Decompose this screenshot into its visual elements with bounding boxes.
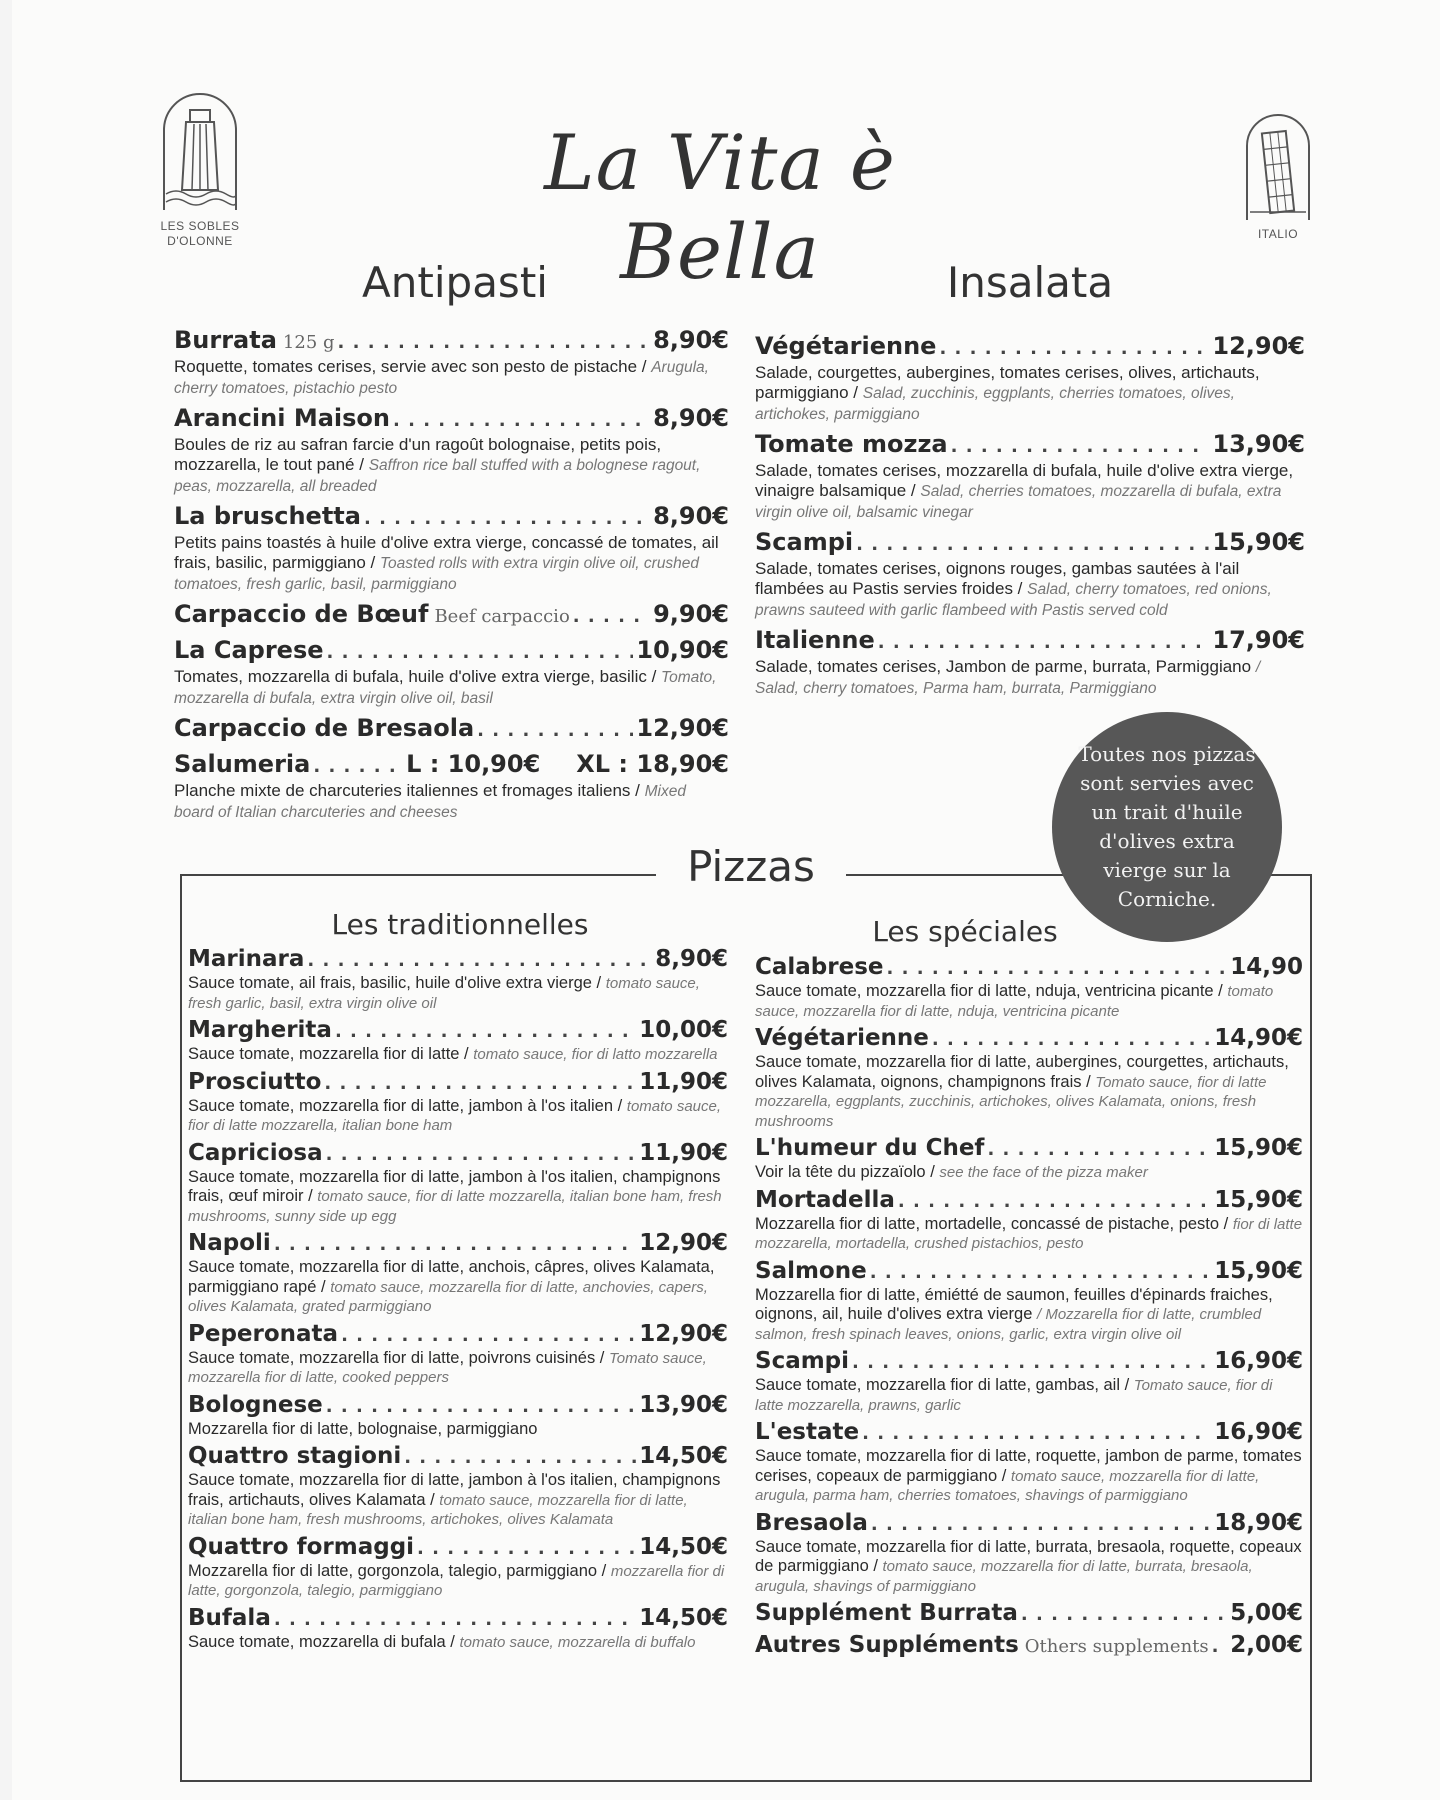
item-price: 5,00€ [1230, 1600, 1303, 1626]
item-price: 8,90€ [653, 326, 729, 354]
item-desc: Tomates, mozzarella di bufala, huile d'olive extra vierge, basilic / [174, 667, 657, 686]
item-desc: Sauce tomate, ail frais, basilic, huile d'olive extra vierge / [188, 974, 602, 992]
item-note: Others supplements [1024, 1636, 1209, 1657]
item-price: 15,90€ [1214, 1257, 1303, 1284]
item-desc-en: tomato sauce, mozzarella fior di latte, burrata, bresaola, arugula, shavings of parmiggiano [755, 1558, 1253, 1595]
dot-leader [878, 626, 1210, 657]
leaning-tower-icon [1244, 112, 1312, 222]
dot-leader [932, 1025, 1211, 1053]
item-desc: Sauce tomate, mozzarella di bufala / [188, 1632, 455, 1651]
item-name: Calabrese [755, 954, 884, 980]
item-price: 10,90€ [636, 636, 729, 664]
item-desc: Mozzarella fior di latte, bolognaise, parmiggiano [188, 1419, 538, 1438]
item-price: 8,90€ [653, 404, 729, 432]
item-price-xl: XL : 18,90€ [576, 750, 729, 778]
item-price: 8,90€ [653, 502, 729, 530]
insalata-list [755, 332, 1305, 704]
menu-item-mortadella [755, 1187, 1303, 1254]
item-price: 2,00€ [1230, 1632, 1303, 1658]
item-name: Salumeria [174, 750, 311, 778]
dot-leader [393, 404, 650, 435]
menu-item-margherita [188, 1017, 728, 1065]
item-desc: Mozzarella fior di latte, mortadelle, concassé de pistache, pesto / [755, 1214, 1229, 1233]
item-desc: Sauce tomate, mozzarella fior di latte, burrata, bresaola, roquette, copeaux de parmiggiano / [755, 1537, 1302, 1575]
item-price: 15,90€ [1212, 528, 1305, 556]
item-desc-en: Tomato, mozzarella di bufala, extra virgin olive oil, basil [174, 669, 717, 707]
item-desc-en: tomato sauce, mozzarella fior di latte, anchovies, capers, olives Kalamata, grated parmiggiano [188, 1278, 708, 1315]
item-price: 14,90€ [1214, 1025, 1303, 1051]
dot-leader [313, 750, 403, 781]
item-desc-en: mozzarella fior di latte, gorgonzola, talegio, parmiggiano [188, 1562, 725, 1599]
menu-item-salmone [755, 1258, 1303, 1345]
menu-item-carpaccio-de-bresaola [174, 714, 729, 745]
item-price: 14,90 [1230, 954, 1303, 980]
item-desc-en: tomato sauce, mozzarella fior di latte, italian bone ham, fresh mushrooms, artichokes, olives Kalamata [188, 1491, 688, 1528]
menu-item-prosciutto [188, 1069, 728, 1136]
menu-item-arancini-maison [174, 404, 729, 497]
dot-leader [326, 1392, 636, 1420]
item-note: Beef carpaccio [434, 606, 570, 627]
menu-item-bufala [188, 1605, 728, 1653]
menu-item-bresaola [755, 1510, 1303, 1597]
item-desc-en: Tomato sauce, fior di latte mozzarella, eggplants, zucchinis, artichokes, olives Kalamata, onions, fresh mushrooms [755, 1073, 1267, 1130]
menu-item-calabrese [755, 954, 1303, 1021]
item-name: Marinara [188, 946, 305, 972]
item-desc: Sauce tomate, mozzarella fior di latte, aubergines, courgettes, artichauts, olives Kalamata, oignons, champignons frais / [755, 1053, 1289, 1091]
item-desc: Planche mixte de charcuteries italiennes et fromages italiens / [174, 781, 640, 800]
item-desc-en: see the face of the pizza maker [939, 1164, 1148, 1181]
dot-leader [338, 326, 651, 357]
item-name: Italienne [755, 626, 875, 654]
item-name: Arancini Maison [174, 404, 390, 432]
item-desc: Sauce tomate, mozzarella fior di latte, nduja, ventricina picante / [755, 982, 1223, 1000]
menu-item-burrata [174, 326, 729, 399]
item-name: Scampi [755, 528, 854, 556]
item-desc: Salade, tomates cerises, Jambon de parme, burrata, Parmiggiano [755, 657, 1252, 676]
menu-item-carpaccio-de-b-uf [174, 600, 729, 631]
item-desc-en: / Mozzarella fior di latte, crumbled salmon, fresh spinach leaves, onions, garlic, extra virgin olive oil [755, 1306, 1262, 1343]
item-price: 13,90€ [1212, 430, 1305, 458]
logo-caption-line-1: LES SOBLES [160, 219, 240, 233]
item-desc: Sauce tomate, mozzarella fior di latte, jambon à l'os italien, champignons frais, artichauts, olives Kalamata / [188, 1471, 721, 1509]
item-price: 12,90€ [1212, 332, 1305, 360]
item-name: Peperonata [188, 1320, 339, 1347]
item-desc: Roquette, tomates cerises, servie avec son pesto de pistache / [174, 357, 647, 376]
traditionnelles-title: Les traditionnelles [331, 908, 589, 941]
dot-leader [341, 1321, 636, 1349]
restaurant-title: La Vita è Bella [544, 118, 896, 296]
pizzas-title: Pizzas [656, 842, 846, 891]
logo-les-sables [160, 90, 240, 249]
item-price: 14,50€ [639, 1604, 728, 1631]
item-price: 16,90€ [1214, 1348, 1303, 1374]
item-desc-en: Salad, cherries tomatoes, mozzarella di bufala, extra virgin olive oil, balsamic vinegar [755, 483, 1282, 521]
item-name: Bresaola [755, 1509, 868, 1536]
item-name: Salmone [755, 1257, 867, 1284]
item-name: Quattro stagioni [188, 1443, 402, 1469]
item-price: 11,90€ [639, 1068, 728, 1095]
item-price: 12,90€ [639, 1320, 728, 1347]
item-desc-en: tomato sauce, fior di latto mozzarella [473, 1046, 718, 1063]
dot-leader [856, 528, 1209, 559]
item-name: Tomate mozza [755, 430, 948, 458]
olive-oil-note-badge: Toutes nos pizzas sont servies avec un trait d'huile d'olives extra vierge sur la Corniche. [1052, 712, 1282, 942]
item-name: Autres Suppléments [755, 1632, 1019, 1658]
item-name: Végétarienne [755, 332, 937, 360]
item-name: L'humeur du Chef [755, 1135, 985, 1161]
item-desc: Sauce tomate, mozzarella fior di latte, jambon à l'os italien / [188, 1096, 623, 1115]
item-name: Capriciosa [188, 1139, 323, 1166]
menu-item-la-caprese [174, 636, 729, 709]
menu-item-vegetarienne [755, 1025, 1303, 1131]
item-price: 16,90€ [1214, 1419, 1303, 1445]
item-name: Prosciutto [188, 1068, 322, 1095]
item-price: 9,90€ [653, 600, 729, 628]
item-name: Mortadella [755, 1186, 895, 1213]
menu-item-napoli [188, 1230, 728, 1317]
item-desc-en: Arugula, cherry tomatoes, pistachio pesto [174, 359, 709, 397]
item-desc-en: Toasted rolls with extra virgin olive oil, crushed tomatoes, fresh garlic, basil, parmiggiano [174, 555, 700, 593]
item-note: 125 g [282, 332, 335, 353]
item-desc-en: tomato sauce, mozzarella fior di latte, arugula, parma ham, cherries tomatoes, shavings of parmiggiano [755, 1467, 1260, 1504]
item-desc: Voir la tête du pizzaïolo / [755, 1163, 935, 1181]
item-desc: Sauce tomate, mozzarella fior di latte, roquette, jambon de parme, tomates cerises, copeaux de parmiggiano / [755, 1447, 1302, 1485]
menu-item-la-bruschetta [174, 502, 729, 595]
item-name: Burrata [174, 326, 277, 354]
dot-leader [852, 1348, 1211, 1376]
menu-item-tomate-mozza [755, 430, 1305, 523]
menu-item-scampi [755, 1348, 1303, 1415]
item-name: Quattro formaggi [188, 1533, 415, 1560]
item-price: 13,90€ [639, 1391, 728, 1418]
menu-item-autres-supplements [755, 1632, 1303, 1660]
menu-item-capriciosa [188, 1140, 728, 1227]
dot-leader [951, 430, 1210, 461]
menu-item-quattro-stagioni [188, 1443, 728, 1530]
dot-leader [274, 1230, 636, 1258]
dot-leader [274, 1605, 636, 1633]
item-desc-en: fior di latte mozzarella, mortadella, crushed pistachios, pesto [755, 1215, 1303, 1252]
item-name: Supplément Burrata [755, 1600, 1018, 1626]
item-desc-en: Mixed board of Italian charcuteries and cheeses [174, 783, 686, 821]
menu-item-l-estate [755, 1419, 1303, 1506]
item-name: Carpaccio de Bresaola [174, 714, 475, 742]
menu-item-quattro-formaggi [188, 1534, 728, 1601]
item-desc-en: tomato sauce, fior di latte mozzarella, italian bone ham [188, 1097, 722, 1134]
item-desc-en: Tomato sauce, fior di latte mozzarella, prawns, garlic [755, 1377, 1273, 1414]
item-price: 14,50€ [639, 1443, 728, 1469]
menu-item-bolognese [188, 1392, 728, 1440]
item-desc: Sauce tomate, mozzarella fior di latte, anchois, câpres, olives Kalamata, parmiggiano rapé / [188, 1258, 715, 1296]
item-desc-en: Saffron rice ball stuffed with a bolognese ragout, peas, mozzarella, all breaded [174, 457, 701, 495]
dot-leader [898, 1187, 1211, 1215]
item-name: Végétarienne [755, 1025, 929, 1051]
item-name: La bruschetta [174, 502, 361, 530]
item-desc: Sauce tomate, mozzarella fior di latte, jambon à l'os italien, champignons frais, œuf miroir / [188, 1167, 721, 1205]
item-desc: Sauce tomate, mozzarella fior di latte, poivrons cuisinés / [188, 1348, 605, 1367]
item-price: 17,90€ [1212, 626, 1305, 654]
dot-leader [887, 954, 1228, 982]
item-price: 12,90€ [636, 714, 729, 742]
item-desc: Salade, tomates cerises, mozzarella di bufala, huile d'olive extra vierge, vinaigre balsamique / [755, 461, 1294, 500]
item-name: Bolognese [188, 1391, 323, 1418]
antipasti-title: Antipasti [362, 258, 548, 307]
item-desc-en: Tomato sauce, mozzarella fior di latte, cooked peppers [188, 1349, 707, 1386]
dot-leader [335, 1017, 636, 1045]
item-desc: Boules de riz au safran farcie d'un ragoût bolognaise, petits pois, mozzarella, le tout pané / [174, 435, 662, 474]
item-desc-en: Salad, cherry tomatoes, red onions, prawns sauteed with garlic flambeed with Pastis served cold [755, 581, 1272, 619]
item-desc-en: tomato sauce, mozzarella fior di latte, nduja, ventricina picante [755, 983, 1274, 1020]
dot-leader [987, 1135, 1211, 1163]
dot-leader [417, 1534, 636, 1562]
menu-item-supplement-burrata [755, 1600, 1303, 1628]
traditionnelles-list [188, 946, 728, 1656]
item-desc: Mozzarella fior di latte, émiétté de saumon, feuilles d'épinards fraiches, oignons, ail, huile d'olives extra vierge [755, 1285, 1273, 1323]
item-name: L'estate [755, 1419, 860, 1445]
dot-leader [477, 714, 633, 745]
dot-leader [307, 946, 652, 974]
item-name: Scampi [755, 1348, 850, 1374]
item-price: 14,50€ [639, 1533, 728, 1560]
dot-leader [404, 1443, 636, 1471]
menu-item-vegetarienne [755, 332, 1305, 425]
dot-leader [327, 636, 634, 667]
item-desc-en: tomato sauce, fresh garlic, basil, extra virgin olive oil [188, 975, 700, 1012]
dot-leader [862, 1419, 1211, 1447]
menu-item-peperonata [188, 1321, 728, 1388]
item-price-l: L : 10,90€ [406, 750, 541, 778]
item-name: Napoli [188, 1230, 271, 1256]
speciales-title: Les spéciales [872, 915, 1058, 948]
item-price: 8,90€ [655, 946, 728, 972]
item-name: La Caprese [174, 636, 324, 664]
item-desc: Mozzarella fior di latte, gorgonzola, talegio, parmiggiano / [188, 1561, 607, 1580]
dot-leader [870, 1258, 1212, 1286]
item-desc: Sauce tomate, mozzarella fior di latte, gambas, ail / [755, 1376, 1130, 1394]
item-desc-en: / Salad, cherry tomatoes, Parma ham, burrata, Parmiggiano [755, 659, 1261, 697]
item-desc-en: Salad, zucchinis, eggplants, cherries tomatoes, olives, artichokes, parmiggiano [755, 385, 1235, 423]
dot-leader [364, 502, 650, 533]
item-desc-en: tomato sauce, mozzarella di buffalo [459, 1633, 696, 1651]
logo-caption-line-2: D'OLONNE [167, 234, 233, 248]
menu-item-italienne [755, 626, 1305, 699]
dot-leader [324, 1069, 636, 1097]
item-price: 15,90€ [1214, 1186, 1303, 1213]
item-desc: Salade, courgettes, aubergines, tomates cerises, olives, artichauts, parmiggiano / [755, 363, 1260, 402]
menu-item-scampi [755, 528, 1305, 621]
speciales-list [755, 954, 1303, 1664]
item-price: 11,90€ [639, 1139, 728, 1166]
logo-caption: ITALIO [1257, 227, 1299, 241]
item-desc: Salade, tomates cerises, oignons rouges, gambas sautées à l'ail flambées au Pastis servies froides / [755, 559, 1240, 598]
lighthouse-icon [160, 90, 240, 214]
logo-italia [1244, 112, 1312, 242]
insalata-title: Insalata [946, 258, 1114, 307]
dot-leader [939, 332, 1209, 363]
item-desc-en: tomato sauce, fior di latte mozzarella, italian bone ham, fresh mushrooms, sunny side up egg [188, 1188, 722, 1225]
menu-item-salumeria [174, 750, 729, 823]
item-name: Bufala [188, 1604, 271, 1631]
antipasti-list [174, 326, 729, 828]
item-price: 12,90€ [639, 1230, 728, 1256]
dot-leader [1021, 1600, 1227, 1628]
item-name: Margherita [188, 1017, 332, 1043]
dot-leader [326, 1140, 637, 1168]
dot-leader [1212, 1632, 1228, 1660]
item-name: Carpaccio de Bœuf [174, 600, 429, 628]
menu-item-l-humeur-du-chef [755, 1135, 1303, 1183]
item-price: 15,90€ [1214, 1135, 1303, 1161]
item-desc: Sauce tomate, mozzarella fior di latte / [188, 1045, 469, 1063]
item-price: 10,00€ [639, 1017, 728, 1043]
menu-item-marinara [188, 946, 728, 1013]
dot-leader [871, 1510, 1211, 1538]
item-desc: Petits pains toastés à huile d'olive extra vierge, concassé de tomates, ail frais, basilic, parmiggiano / [174, 533, 719, 572]
item-price: 18,90€ [1214, 1509, 1303, 1536]
dot-leader [573, 600, 650, 631]
